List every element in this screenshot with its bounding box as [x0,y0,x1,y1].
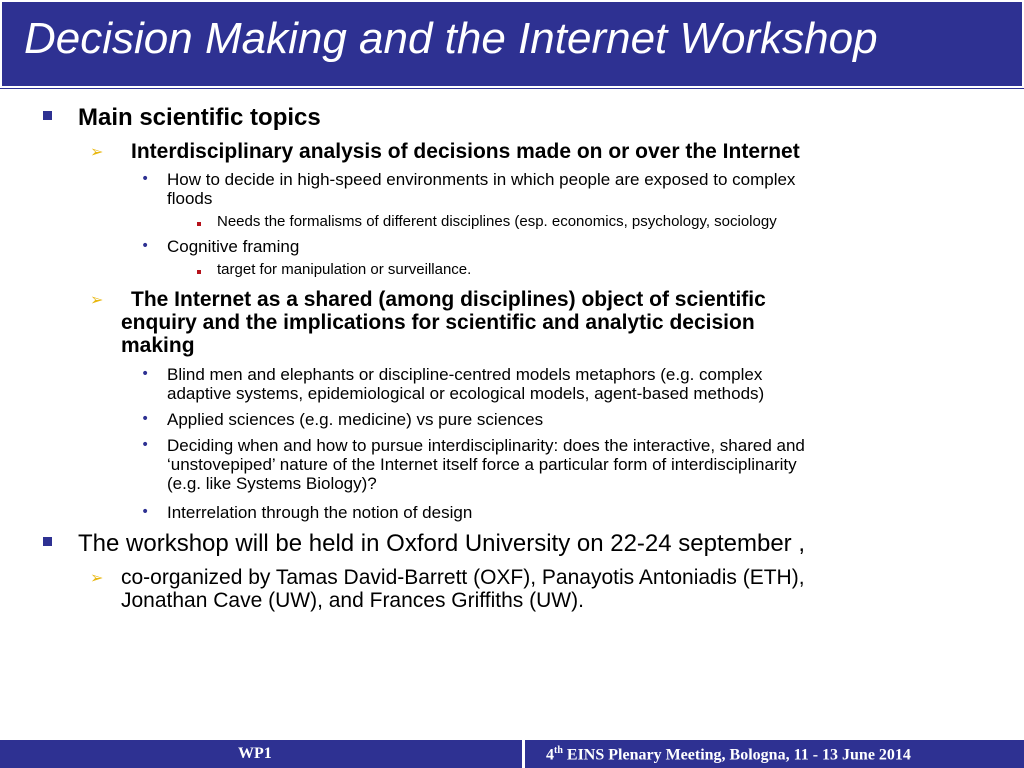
footer-meeting-suffix: th [554,745,563,756]
sub1-item2-sub1: target for manipulation or surveillance. [217,261,472,278]
sub2-item4: Interrelation through the notion of design [167,503,473,522]
square-bullet-icon [43,111,52,120]
sub2-item3-line1: Deciding when and how to pursue interdisciplinarity: does the interactive, shared and [167,436,805,455]
sub1-item1-line1: How to decide in high-speed environments in which people are exposed to complex [167,170,796,189]
footer-meeting-text: EINS Plenary Meeting, Bologna, 11 - 13 June 2014 [562,746,911,764]
small-square-bullet-icon [197,270,201,274]
footer-bar [0,740,1024,768]
sub2-item3-line3: (e.g. like Systems Biology)? [167,474,377,493]
sub2-item2: Applied sciences (e.g. medicine) vs pure sciences [167,410,544,429]
sub2-heading-line1: The Internet as a shared (among disciplines) object of scientific [131,288,766,311]
chevron-arrow-icon: ➢ [90,290,104,309]
organizers-line1: co-organized by Tamas David-Barrett (OXF), Panayotis Antoniadis (ETH), [121,566,805,589]
footer-meeting-number: 4 [546,746,554,764]
small-square-bullet-icon [197,222,201,226]
sub1-item1-line2: floods [167,189,213,208]
title-bar [0,0,1024,88]
sub1-item2: Cognitive framing [167,237,300,256]
organizers-line2: Jonathan Cave (UW), and Frances Griffiths (UW). [121,589,584,612]
sub2-heading-line3: making [121,334,195,357]
dot-bullet-icon: • [141,437,150,453]
sub2-heading-line2: enquiry and the implications for scientific and analytic decision [121,311,755,334]
square-bullet-icon [43,537,52,546]
chevron-arrow-icon: ➢ [90,142,104,161]
footer-wp-label: WP1 [238,745,272,762]
slide-title: Decision Making and the Internet Workshop [24,14,878,63]
workshop-line: The workshop will be held in Oxford University on 22-24 september , [78,530,806,557]
sub2-item1-line2: adaptive systems, epidemiological or ecological models, agent-based methods) [167,384,765,403]
topics-heading: Main scientific topics [78,104,321,131]
sub1-heading: Interdisciplinary analysis of decisions made on or over the Internet [131,140,800,163]
dot-bullet-icon: • [141,366,150,382]
dot-bullet-icon: • [141,171,150,187]
dot-bullet-icon: • [141,504,150,520]
dot-bullet-icon: • [141,411,150,427]
sub1-item1-sub1: Needs the formalisms of different disciplines (esp. economics, psychology, sociology [217,213,777,230]
dot-bullet-icon: • [141,238,150,254]
footer-divider [522,740,525,768]
sub2-item1-line1: Blind men and elephants or discipline-centred models metaphors (e.g. complex [167,365,763,384]
sub2-item3-line2: ‘unstovepiped’ nature of the Internet itself force a particular form of interdisciplinarity [167,455,797,474]
chevron-arrow-icon: ➢ [90,568,104,587]
footer-meeting-label [546,745,911,764]
